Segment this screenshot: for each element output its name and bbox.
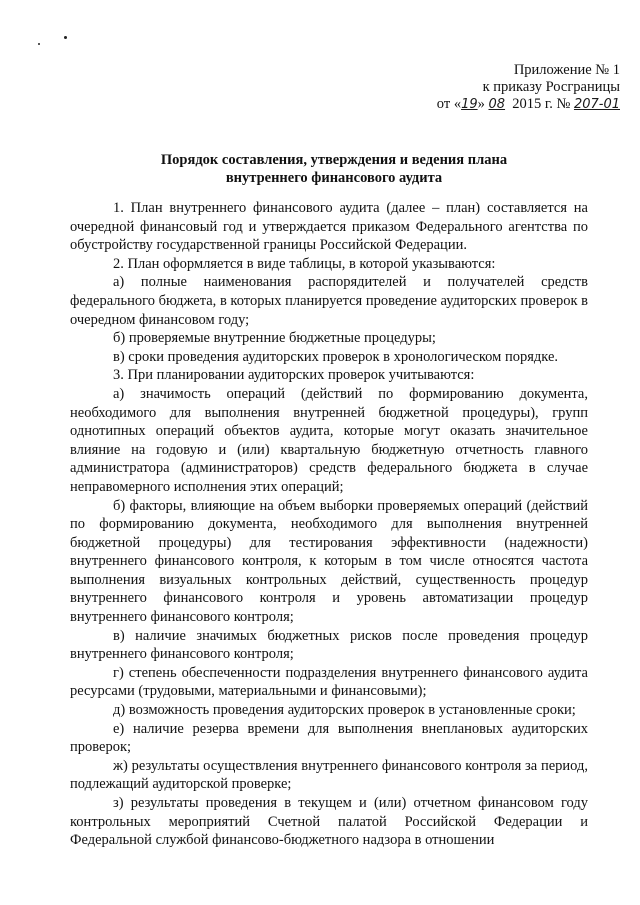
paragraph: з) результаты проведения в текущем и (или) отчетном финансовом году контрольных мероприятий Счетной палатой Российской Федерации и Федеральной службой финансово-бюджетного надзора в отношении <box>70 795 588 849</box>
appendix-number: Приложение № 1 <box>513 62 620 78</box>
scan-speck <box>64 36 67 39</box>
date-mid: » <box>477 96 485 112</box>
appendix-date-line <box>392 96 620 113</box>
paragraph: в) сроки проведения аудиторских проверок в хронологическом порядке. <box>113 348 559 365</box>
scan-speck <box>38 43 40 45</box>
document-title <box>80 151 588 187</box>
date-prefix: от « <box>436 96 462 112</box>
paragraph: в) наличие значимых бюджетных рисков после проведения процедур внутреннего финансового контроля; <box>70 627 588 663</box>
paragraph: а) значимость операций (действий по формированию документа, необходимого для выполнения внутренней бюджетной процедуры), групп однотипных операций объектов аудита, которые могут оказать значительное влияние на годовую и (или) квартальную бюджетную отчетность главного администратора (администраторов) средств федерального бюджета в случае неправомерного исполнения этих операций; <box>70 385 588 495</box>
paragraph: 3. При планировании аудиторских проверок учитываются: <box>113 367 475 384</box>
document-body <box>70 199 588 850</box>
paragraph: б) факторы, влияющие на объем выборки проверяемых операций (действий по формированию документа, необходимого для выполнения внутренней бюджетной процедуры) для тестирования эффективности (надежности) внутреннего финансового контроля, к которым в том числе относятся частота выполнения визуальных контрольных действий, существенность процедур внутреннего финансового контроля и уровень автоматизации процедур внутреннего финансового контроля; <box>70 497 588 626</box>
date-month: 08 <box>488 97 506 112</box>
title-line-2: внутреннего финансового аудита <box>225 170 443 186</box>
paragraph: б) проверяемые внутренние бюджетные процедуры; <box>113 330 436 347</box>
paragraph: ж) результаты осуществления внутреннего финансового контроля за период, подлежащий аудиторской проверке; <box>70 757 588 793</box>
date-day: 19 <box>461 97 478 112</box>
paragraph: 1. План внутреннего финансового аудита (далее – план) составляется на очередной финансовый год и утверждается приказом Федерального агентства по обустройству государственной границы Российской Федерации. <box>70 200 588 254</box>
appendix-order-ref: к приказу Росграницы <box>482 79 620 95</box>
title-line-1: Порядок составления, утверждения и ведения плана <box>160 152 508 168</box>
paragraph: 2. План оформляется в виде таблицы, в которой указываются: <box>113 255 496 272</box>
paragraph: е) наличие резерва времени для выполнения внеплановых аудиторских проверок; <box>70 720 588 756</box>
paragraph: а) полные наименования распорядителей и получателей средств федерального бюджета, в которых планируется проведение аудиторских проверок в очередном финансовом году; <box>70 274 588 328</box>
paragraph: д) возможность проведения аудиторских проверок в установленные сроки; <box>113 702 576 719</box>
paragraph: г) степень обеспеченности подразделения внутреннего финансового аудита ресурсами (трудовыми, материальными и финансовыми); <box>70 664 588 700</box>
appendix-header <box>392 62 620 113</box>
order-number: 207-01 <box>573 97 620 112</box>
date-year: 2015 г. № <box>512 96 571 112</box>
